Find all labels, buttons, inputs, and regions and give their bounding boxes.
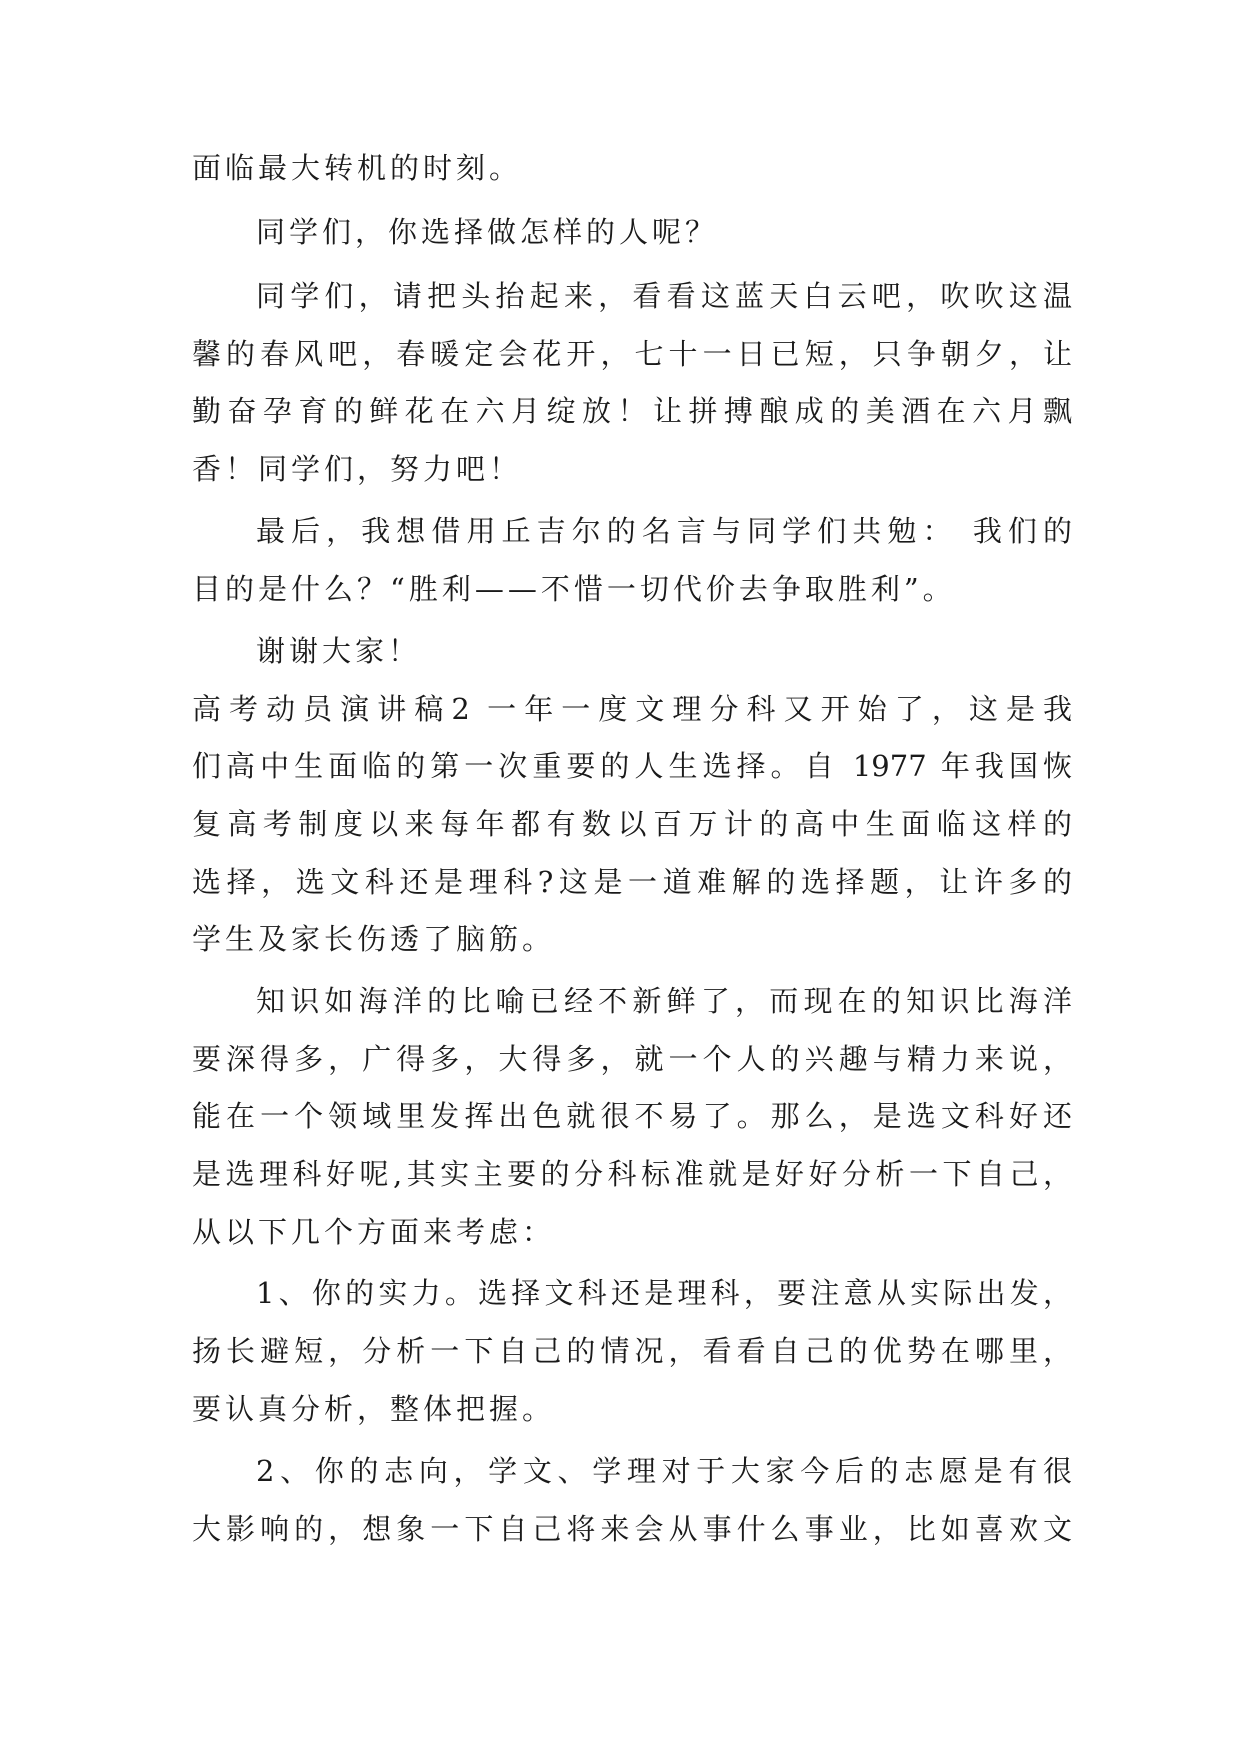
text-line: 从以下几个方面来考虑： (192, 1215, 556, 1249)
text-line: 选择，选文科还是理科?这是一道难解的选择题，让许多的 (192, 865, 1072, 899)
text-line: 知识如海洋的比喻已经不新鲜了，而现在的知识比海洋 (256, 984, 1072, 1018)
text-line: 同学们，你选择做怎样的人呢？ (256, 215, 719, 249)
text-line: 学生及家长伤透了脑筋。 (192, 922, 556, 956)
text-line: 同学们，请把头抬起来，看看这蓝天白云吧，吹吹这温 (256, 279, 1072, 313)
text-line: 高考动员演讲稿2 一年一度文理分科又开始了，这是我 (192, 692, 1072, 726)
text-line: 1、你的实力。选择文科还是理科，要注意从实际出发， (256, 1276, 1072, 1310)
text-line: 要深得多，广得多，大得多，就一个人的兴趣与精力来说， (192, 1042, 1072, 1076)
text-line: 馨的春风吧，春暖定会花开，七十一日已短，只争朝夕，让 (192, 337, 1072, 371)
text-line: 能在一个领域里发挥出色就很不易了。那么，是选文科好还 (192, 1099, 1072, 1133)
text-line: 面临最大转机的时刻。 (192, 151, 523, 185)
text-line: 扬长避短，分析一下自己的情况，看看自己的优势在哪里， (192, 1334, 1072, 1368)
text-line: 2、你的志向，学文、学理对于大家今后的志愿是有很 (256, 1454, 1072, 1488)
text-line: 要认真分析，整体把握。 (192, 1392, 556, 1426)
text-line: 最后，我想借用丘吉尔的名言与同学们共勉： 我们的 (256, 514, 1072, 548)
text-line: 目的是什么？“胜利——不惜一切代价去争取胜利”。 (192, 572, 956, 606)
text-line: 谢谢大家！ (256, 634, 422, 668)
text-line: 复高考制度以来每年都有数以百万计的高中生面临这样的 (192, 807, 1072, 841)
text-line: 是选理科好呢,其实主要的分科标准就是好好分析一下自己， (192, 1157, 1072, 1191)
text-line: 勤奋孕育的鲜花在六月绽放！让拼搏酿成的美酒在六月飘 (192, 394, 1072, 428)
text-line: 大影响的，想象一下自己将来会从事什么事业，比如喜欢文 (192, 1512, 1072, 1546)
text-line: 们高中生面临的第一次重要的人生选择。自 1977 年我国恢 (192, 749, 1072, 783)
text-line: 香！同学们，努力吧！ (192, 452, 523, 486)
